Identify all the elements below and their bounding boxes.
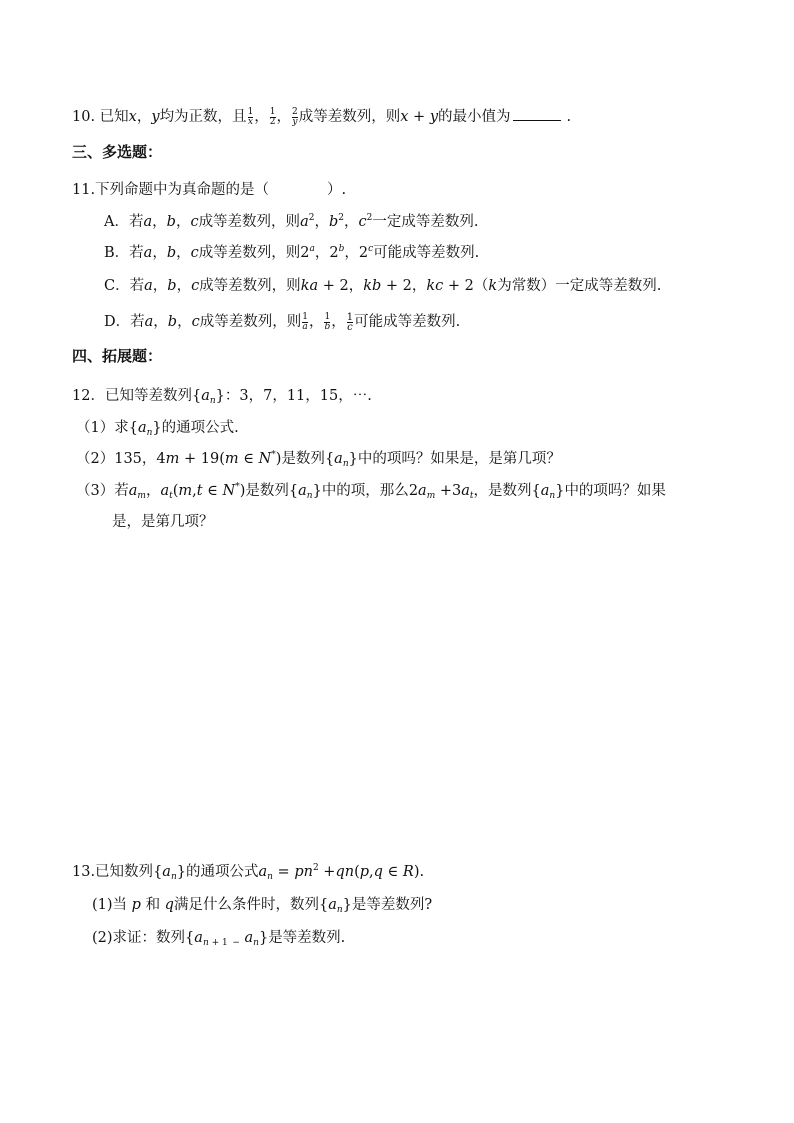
option-c-post: 为常数）一定成等差数列. [497,278,662,294]
q12-part-2: （2）135，4m + 19(m ∈ N*)是数列$\{a_n\}$中的项吗？如果是，是第几项？ [76,450,561,469]
q12-p3-mid: 是数列 [245,483,289,499]
q11-option-d: D．若a，b，c成等差数列，则 $\frac{1}{a}$ ， $\frac{1}{b}$ ， $\frac{1}{c}$ 可能成等差数列. [104,311,461,333]
q13-p1-and: 和 [145,897,161,913]
q11-option-b: B．若a，b，c成等差数列，则2$^a$，2$^b$，2$^c$可能成等差数列. [104,244,480,261]
q13-mid: 的通项公式 [185,864,259,880]
q10-period: . [566,109,572,125]
option-b-label: B．若 [104,245,144,261]
q12-p3-pre: （3）若 [76,483,129,499]
q13-p1-post: 是等差数列? [351,897,433,913]
option-d-label: D．若 [104,314,145,330]
q12-p2-pre: （2）135， [76,451,157,467]
fraction-1-over-c: $\frac{1}{c}$ [346,311,354,333]
q12-p3-end: 中的项吗？如果 [564,483,666,499]
option-b-post: 可能成等差数列. [373,245,480,261]
q12-p3-mid3: ，是数列 [473,483,532,499]
fraction-1-over-b: $\frac{1}{b}$ [324,311,331,332]
q13-p1-pre: (1)当 [92,897,128,913]
q10-text-4: 的最小值为 [438,109,511,125]
q13-pre: 13.已知数列 [72,864,154,880]
q10-number: 10. [72,109,96,125]
question-10: 10. 已知x，y均为正数，且 $\frac{1}{x}$ ， $\frac{1}{2}$ ， $\frac{2}{y}$ 成等差数列，则x + y的最小值为 . [72,106,572,127]
q13-p1-mid: 满足什么条件时，数列 [173,897,319,913]
q13-part-2: (2)求证：数列{$a_n$ $_{+ 1}$ $_-$ $a_n$}是等差数列. [92,930,346,948]
fraction-1-over-a: $\frac{1}{a}$ [302,311,308,332]
question-11-stem: 11.下列命题中为真命题的是（ ）. [72,182,347,198]
q12-part-3-line-2: 是，是第几项？ [112,514,214,530]
question-12-stem: 12．已知等差数列$\{a_n\}$：3，7，11，15，⋯. [72,388,372,406]
q10-text-2: 均为正数，且 [159,109,247,125]
option-c-mid: 成等差数列，则 [199,278,301,294]
q12-pre: 12．已知等差数列 [72,388,192,404]
question-13-stem: 13.已知数列$\{a_n\}$的通项公式$a_n = pn^2 +qn(p,q$ ∈ R). [72,863,425,882]
q13-p2-pre: (2)求证：数列 [92,930,186,946]
answer-blank[interactable] [513,106,561,121]
q12-sequence: ：3，7，11，15，⋯. [224,388,372,404]
q12-p3-mid2: 中的项，那么 [321,483,409,499]
q10-text-1: 已知 [99,109,129,125]
q12-part-1: （1）求$\{a_n\}$的通项公式. [76,420,239,438]
option-d-mid: 成等差数列，则 [199,314,302,330]
q13-p2-post: 是等差数列. [268,930,346,946]
q12-p1-pre: （1）求 [76,420,129,436]
option-a-post: 一定成等差数列. [372,214,479,230]
section-heading-extension: 四、拓展题： [72,347,163,365]
section-heading-multiple-choice: 三、多选题： [72,143,163,161]
option-d-post: 可能成等差数列. [354,314,461,330]
q12-p2-post: 是数列 [281,451,325,467]
option-a-mid: 成等差数列，则 [198,214,301,230]
option-a-label: A．若 [104,214,144,230]
option-c-paren-open: （ [473,278,489,294]
q13-part-1: (1)当 p 和 q满足什么条件时，数列$\{a_n\}$是等差数列? [92,897,433,915]
q11-option-a: A．若a，b，c成等差数列，则$a^2$，$b^2$，$c^2$一定成等差数列. [104,213,479,230]
q10-text-3: 成等差数列，则 [298,109,401,125]
option-b-mid: 成等差数列，则 [198,245,301,261]
q10-fraction-1-over-x: $\frac{1}{x}$ [247,106,254,127]
q11-option-c: C．若a，b，c成等差数列，则ka + 2，kb + 2，kc + 2（k为常数）一定成等差数列. [104,278,662,294]
q12-p2-end: 中的项吗？如果是，是第几项？ [357,451,561,467]
q12-p1-post: 的通项公式. [161,420,239,436]
option-c-label: C．若 [104,278,145,294]
q10-fraction-2-over-y: $\frac{2}{y}$ [292,106,298,127]
q10-fraction-1-over-2: $\frac{1}{2}$ [269,106,276,127]
q12-part-3: （3）若$a_m$，$a_t(m,t$ ∈ N*)是数列$\{a_n\}$中的项，那么$2a_m +3a_t$，是数列$\{a_n\}$中的项吗？如果 [76,482,666,501]
